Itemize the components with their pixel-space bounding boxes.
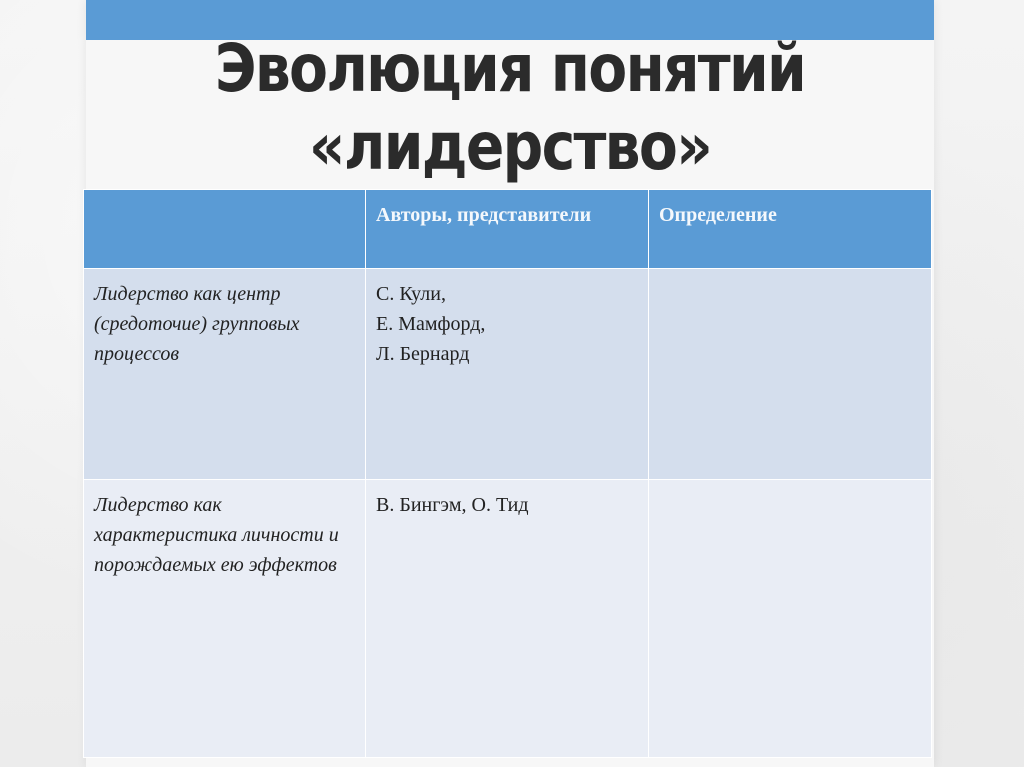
- header-cell-definition: Определение: [649, 190, 932, 269]
- table-row: [84, 269, 932, 480]
- author-name: В. Бингэм, О. Тид: [376, 494, 529, 516]
- authors-cell: [366, 269, 649, 480]
- table-header-row: [84, 190, 932, 269]
- slide-title: [145, 30, 874, 186]
- author-name: С. Кули,: [376, 283, 446, 305]
- author-name: Е. Мамфорд,: [376, 313, 486, 335]
- title-line-2: «лидерство»: [308, 108, 712, 185]
- definition-cell: [649, 480, 932, 758]
- definition-cell: [649, 269, 932, 480]
- title-line-1: Эволюция понятий: [214, 30, 806, 107]
- concept-cell: Лидерство как центр (средоточие) групповых процессов: [84, 269, 366, 480]
- concept-cell: Лидерство как характеристика личности и порождаемых ею эффектов: [84, 480, 366, 758]
- leadership-table: [83, 189, 932, 758]
- header-cell-concept: [84, 190, 366, 269]
- author-name: Л. Бернард: [376, 343, 470, 365]
- table-row: [84, 480, 932, 758]
- header-cell-authors: Авторы, представители: [366, 190, 649, 269]
- authors-cell: [366, 480, 649, 758]
